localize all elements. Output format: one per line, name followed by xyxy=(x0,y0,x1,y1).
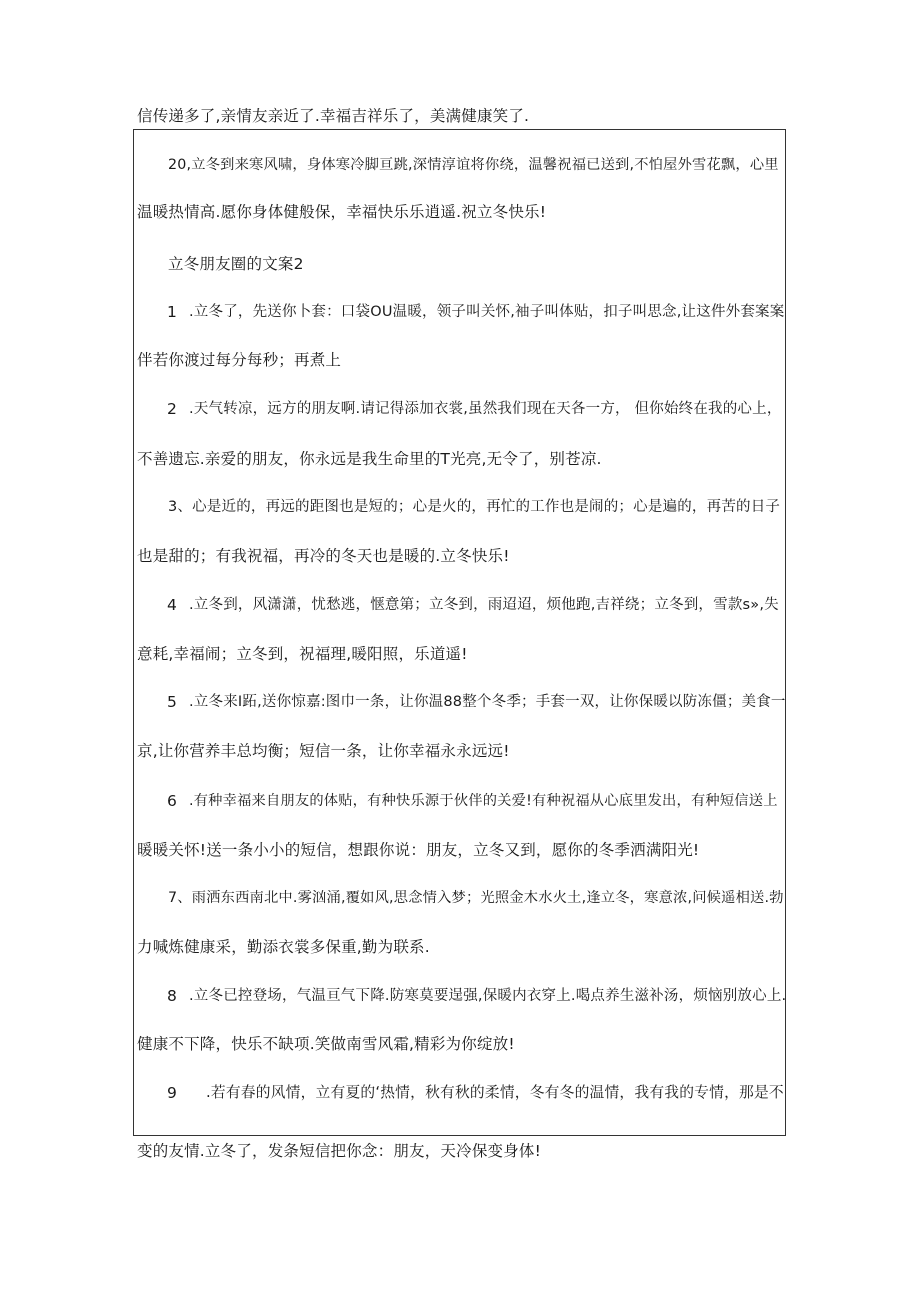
item6-line2: 暖暖关怀!送一条小小的短信，想跟你说：朋友，立冬又到，愿你的冬季洒满阳光! xyxy=(137,841,700,859)
item2-line2: 不善遗忘.亲爱的朋友，你永远是我生命里的T光亮,无令了，别苍凉. xyxy=(137,450,602,468)
item5-line1: .立冬来I跖,送你惊嘉:图巾一条，让你温88整个冬季；手套一双，让你保暖以防冻僵；美食一 xyxy=(189,694,786,710)
item3-line1: 3、心是近的，再远的距图也是短的；心是火的，再忙的工作也是闹的；心是遍的，再苦的日子 xyxy=(168,499,781,515)
item5-line2: 京,让你营养丰总均衡；短信一条，让你幸福永永远远! xyxy=(137,742,510,760)
item3-line2: 也是甜的；有我祝福，再冷的冬天也是暖的.立冬快乐! xyxy=(137,547,510,565)
section-title: 立冬朋友圈的文案2 xyxy=(168,255,304,273)
item1-number: 1 xyxy=(167,303,177,321)
item20-line2: 温暖热情高.愿你身体健般保，幸福快乐乐逍遥.祝立冬快乐! xyxy=(137,203,547,221)
item2-line1: .天气转凉，远方的朋友啊.请记得添加衣裳,虽然我们现在天各一方， 但你始终在我的心上， xyxy=(189,401,782,417)
item2-number: 2 xyxy=(167,400,177,418)
item6-number: 6 xyxy=(167,792,177,810)
item6-line1: .有种幸福来自朋友的体贴，有种快乐源于伙伴的关爱!有种祝福从心底里发出，有种短信送上 xyxy=(189,793,778,809)
item9-line1: .若有春的风情，立有夏的‘热情，秋有秋的柔情，冬有冬的温情，我有我的专情，那是不 xyxy=(206,1084,784,1101)
item7-line2: 力喊炼健康采，勤添衣裳多保重,勤为联系. xyxy=(137,938,430,956)
item9-number: 9 xyxy=(167,1084,177,1102)
item4-number: 4 xyxy=(167,596,177,614)
item1-line1: .立冬了，先送你卜套：口袋OU温暖，领子叫关怀,袖子叫体贴，扣子叫思念,让这件外套案案 xyxy=(189,304,785,320)
item1-line2: 伴若你渡过每分每秒；再煮上 xyxy=(137,351,342,369)
item8-number: 8 xyxy=(167,987,177,1005)
top-line: 信传递多了,亲情友亲近了.幸福吉祥乐了，美满健康笑了. xyxy=(137,107,530,125)
item7-line1: 7、雨洒东西南北中.雾汹涌,覆如风,思念情入梦；光照金木水火土,逢立冬，寒意浓,问候遥相送.勃 xyxy=(168,890,784,906)
item4-line2: 意耗,幸福闹；立冬到，祝福理,暖阳照，乐道遥! xyxy=(137,645,468,663)
item8-line1: .立冬已控登场，气温亘气下降.防寒莫要逞强,保暖内衣穿上.喝点养生滋补汤，烦恼别放心上. xyxy=(189,988,787,1004)
item5-number: 5 xyxy=(167,693,177,711)
item20-line1: 20,立冬到来寒风啸，身体寒冷脚亘跳,深情淳谊将你绕，温馨祝福已送到,不怕屋外雪花飘，心里 xyxy=(168,157,779,173)
item9-line2: 变的友情.立冬了，发条短信把你念：朋友，天冷保变身体! xyxy=(137,1142,542,1160)
item4-line1: .立冬到，风潇潇，忧愁逃，惬意第；立冬到，雨迢迢，烦他跑,吉祥绕；立冬到，雪款s»,失 xyxy=(189,597,779,613)
item8-line2: 健康不下降，快乐不缺项.笑做南雪风霜,精彩为你绽放! xyxy=(137,1035,515,1053)
